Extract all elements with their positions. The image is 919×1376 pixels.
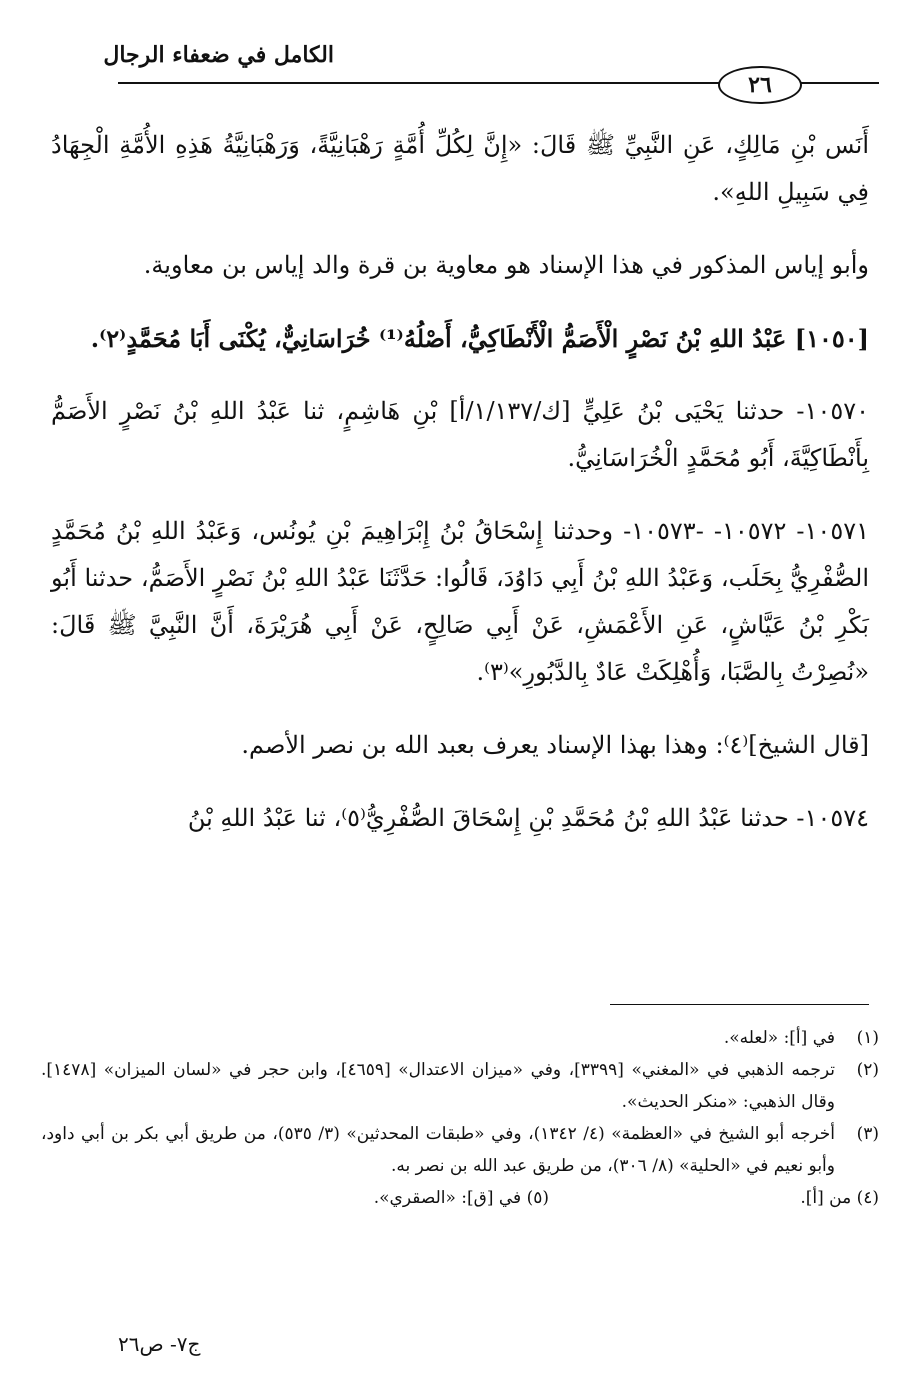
footnote-number: (١): [856, 1028, 879, 1048]
footnote-2: [41, 1054, 879, 1118]
paragraph-hadith-10571-10573: ١٠٥٧١- ١٠٥٧٢- -١٠٥٧٣- وحدثنا إِسْحَاقُ بْنُ إِبْرَاهِيمَ بْنِ يُونُس، وَعَبْدُ اللهِ بْنُ مُحَمَّدٍ الصُّفْرِيُّ بِحَلَب، وَعَبْدُ اللهِ بْنُ أَبِي دَاوُدَ، قَالُوا: حَدَّثَنَا عَبْدُ اللهِ بْنُ نَصْرٍ الأَصَمُّ، حدثنا أَبُو بَكْرِ بْنُ عَيَّاشٍ، عَنِ الأَعْمَشِ، عَنْ أَبِي صَالِحٍ، عَنْ أَبِي هُرَيْرَةَ، أَنَّ النَّبِيَّ ﷺ قَالَ: «نُصِرْتُ بِالصَّبَا، وَأُهْلِكَتْ عَادٌ بِالدَّبُورِ»⁽٣⁾.: [51, 517, 869, 686]
footnote-number: (٤): [856, 1188, 879, 1208]
paragraph-hadith-10574: ١٠٥٧٤- حدثنا عَبْدُ اللهِ بْنُ مُحَمَّدِ بْنِ إِسْحَاقَ الصُّفْرِيُّ⁽٥⁾، ثنا عَبْدُ اللهِ بْنُ: [187, 804, 869, 832]
volume-page-reference: ج٧- ص٢٦: [118, 1332, 201, 1356]
paragraph-hadith-10570: ١٠٥٧٠- حدثنا يَحْيَى بْنُ عَلِيٍّ [ك/١/١٣٧/أ] بْنِ هَاشِمٍ، ثنا عَبْدُ اللهِ بْنُ نَصْرٍ الأَصَمُّ بِأَنْطَاكِيَّةَ، أَبُو مُحَمَّدٍ الْخُرَاسَانِيُّ.: [51, 397, 869, 472]
footnote-text: في [أ]: «لعله».: [723, 1028, 835, 1048]
paragraph-note-abu-iyas: وأبو إياس المذكور في هذا الإسناد هو معاوية بن قرة والد إياس بن معاوية.: [143, 251, 869, 279]
footnote-number: (٥): [526, 1188, 549, 1208]
footnote-5: [374, 1182, 549, 1214]
running-header-title: الكامل في ضعفاء الرجال: [103, 42, 334, 68]
main-text: [51, 122, 869, 868]
footnote-3: [41, 1118, 879, 1182]
footnote-text: في [ق]: «الصقري».: [373, 1188, 522, 1208]
footnotes-4-5: [41, 1182, 879, 1214]
footnote-text: أخرجه أبو الشيخ في «العظمة» (٤/ ١٣٤٢)، وفي «طبقات المحدثين» (٣/ ٥٣٥)، من طريق أبي بكر بن أبي داود، وأبو نعيم في «الحلية» (٨/ ٣٠٦)، من طريق عبد الله بن نصر به.: [41, 1124, 835, 1176]
footnote-rule: [610, 1004, 869, 1005]
footnote-text: من [أ].: [800, 1188, 852, 1208]
biography-heading: [١٠٥٠] عَبْدُ اللهِ بْنُ نَصْرٍ الْأَصَمُّ الْأَنْطَاكِيُّ، أَصْلُهُ⁽¹⁾ خُرَاسَانِيٌّ، يُكْنَى أَبَا مُحَمَّدٍ⁽٢⁾.: [90, 324, 869, 353]
footnote-number: (٢): [856, 1060, 879, 1080]
footnotes: [41, 1022, 879, 1214]
paragraph-sheikh-comment: [قال الشيخ]⁽٤⁾: وهذا بهذا الإسناد يعرف بعبد الله بن نصر الأصم.: [241, 731, 869, 759]
footnote-1: [41, 1022, 879, 1054]
footnote-text: ترجمه الذهبي في «المغني» [٣٣٩٩]، وفي «ميزان الاعتدال» [٤٦٥٩]، وابن حجر في «لسان الميزان» [١٤٧٨]. وقال الذهبي: «منكر الحديث».: [41, 1060, 836, 1112]
footnote-4: [800, 1182, 879, 1214]
paragraph-hadith-continuation: أَنَس بْنِ مَالِكٍ، عَنِ النَّبِيِّ ﷺ قَالَ: «إِنَّ لِكُلِّ أُمَّةٍ رَهْبَانِيَّةً، وَرَهْبَانِيَّةُ هَذِهِ الأُمَّةِ الْجِهَادُ فِي سَبِيلِ اللهِ».: [51, 131, 869, 206]
page-number: ٢٦: [718, 66, 802, 104]
footnote-number: (٣): [856, 1124, 879, 1144]
